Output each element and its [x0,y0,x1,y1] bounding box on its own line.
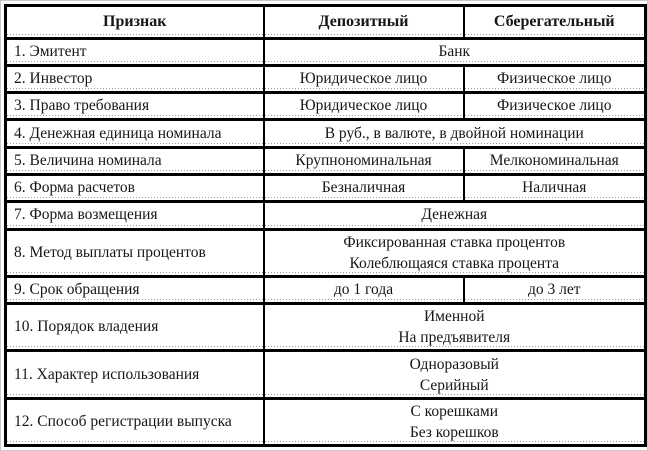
merged-value-cell [264,229,646,276]
table-row [6,120,646,147]
feature-cell: 7. Форма возмещения [6,202,264,229]
value-line: С корешками [410,402,499,420]
table-row [6,276,646,303]
header-feature: Признак [6,6,264,39]
feature-cell: 10. Порядок владения [6,304,264,351]
deposit-value-cell: Юридическое лицо [264,65,464,92]
header-row [6,6,646,39]
value-line: Колеблющаяся ставка процента [349,254,560,272]
table-row [6,175,646,202]
feature-cell: 5. Величина номинала [6,147,264,174]
feature-cell: 1. Эмитент [6,38,264,65]
table-row [6,304,646,351]
table-row [6,398,646,445]
value-line: Серийный [419,376,489,394]
merged-value-cell [264,304,646,351]
value-line: Фиксированная ставка процентов [343,233,566,251]
feature-cell: 8. Метод выплаты процентов [6,229,264,276]
savings-value-cell: до 3 лет [464,276,646,303]
table-row [6,65,646,92]
feature-cell: 4. Денежная единица номинала [6,120,264,147]
merged-value-cell [264,351,646,398]
feature-cell: 6. Форма расчетов [6,175,264,202]
header-savings: Сберегательный [464,6,646,39]
table-row [6,351,646,398]
deposit-value-cell: до 1 года [264,276,464,303]
deposit-value-cell: Крупнономинальная [264,147,464,174]
feature-cell: 2. Инвестор [6,65,264,92]
merged-value-cell: Денежная [264,202,646,229]
savings-value-cell: Мелкономинальная [464,147,646,174]
value-line: На предъявителя [398,329,511,347]
merged-value-cell [264,398,646,445]
merged-value-cell: Банк [264,38,646,65]
feature-cell: 9. Срок обращения [6,276,264,303]
value-line: Одноразовый [409,355,499,373]
table-row [6,93,646,120]
feature-cell: 11. Характер использования [6,351,264,398]
savings-value-cell: Физическое лицо [464,93,646,120]
table-row [6,38,646,65]
deposit-value-cell: Безналичная [264,175,464,202]
value-line: Без корешков [409,423,499,441]
merged-value-cell: В руб., в валюте, в двойной номинации [264,120,646,147]
table-row [6,147,646,174]
table-row [6,202,646,229]
savings-value-cell: Наличная [464,175,646,202]
value-line: Именной [423,308,485,326]
certificate-comparison-table [4,4,647,447]
feature-cell: 12. Способ регистрации выпуска [6,398,264,445]
header-deposit: Депозитный [264,6,464,39]
deposit-value-cell: Юридическое лицо [264,93,464,120]
feature-cell: 3. Право требования [6,93,264,120]
savings-value-cell: Физическое лицо [464,65,646,92]
table-row [6,229,646,276]
